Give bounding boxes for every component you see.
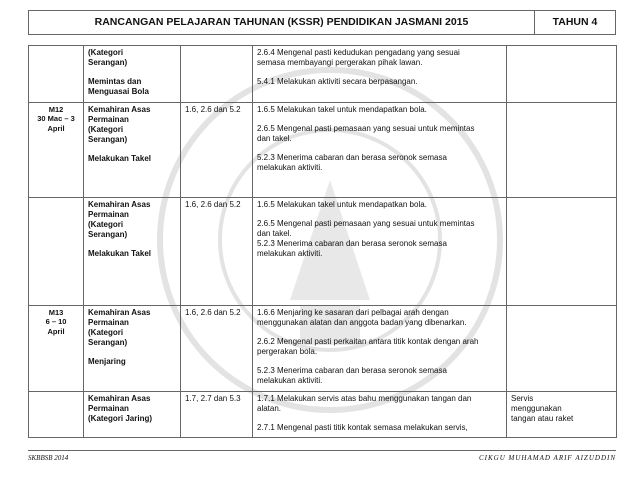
week-cell: M13 6 – 10 April [29, 306, 84, 392]
content-cell: 1.6.6 Menjaring ke sasaran dari pelbagai arah dengan menggunakan alatan dan anggota badan yang dibenarkan. 2.6.2 Mengenal pasti perkaitan antara titik kontak dengan arah pergerakan bola. 5.2.3 Menerima cabaran dan berasa seronok semasa melakukan aktiviti. [253, 306, 507, 392]
notes-cell [507, 46, 617, 103]
topic-cell: Kemahiran Asas Permainan (Kategori Serangan) Menjaring [84, 306, 181, 392]
topic-cell: (Kategori Serangan) Memintas dan Menguasai Bola [84, 46, 181, 103]
notes-cell [507, 103, 617, 198]
standard-cell: 1.6, 2.6 dan 5.2 [181, 198, 253, 306]
content-cell: 2.6.4 Mengenal pasti kedudukan pengadang yang sesuai semasa membayangi pergerakan pihak lawan. 5.4.1 Melakukan aktiviti secara berpasangan. [253, 46, 507, 103]
standard-cell: 1.7, 2.7 dan 5.3 [181, 392, 253, 438]
notes-cell [507, 306, 617, 392]
week-cell [29, 392, 84, 438]
footer-author: CIKGU MUHAMAD ARIF AIZUDDIN [479, 454, 616, 462]
notes-cell [507, 198, 617, 306]
year-label: TAHUN 4 [552, 16, 598, 28]
standard-cell: 1.6, 2.6 dan 5.2 [181, 306, 253, 392]
standard-cell [181, 46, 253, 103]
week-cell: M12 30 Mac – 3 April [29, 103, 84, 198]
page-footer [28, 450, 616, 462]
notes-cell: Servis menggunakan tangan atau raket [507, 392, 617, 438]
topic-cell: Kemahiran Asas Permainan (Kategori Jaring) [84, 392, 181, 438]
lesson-plan-table [28, 45, 617, 438]
content-cell: 1.7.1 Melakukan servis atas bahu menggunakan tangan dan alatan. 2.7.1 Mengenal pasti titik kontak semasa melakukan servis, [253, 392, 507, 438]
content-cell: 1.6.5 Melakukan takel untuk mendapatkan bola. 2.6.5 Mengenal pasti pemasaan yang sesuai untuk memintas dan takel. 5.2.3 Menerima cabaran dan berasa seronok semasa melakukan aktiviti. [253, 103, 507, 198]
topic-cell: Kemahiran Asas Permainan (Kategori Serangan) Melakukan Takel [84, 103, 181, 198]
table-row [29, 306, 617, 392]
week-cell [29, 198, 84, 306]
document-title: RANCANGAN PELAJARAN TAHUNAN (KSSR) PENDIDIKAN JASMANI 2015 [29, 11, 535, 34]
standard-cell: 1.6, 2.6 dan 5.2 [181, 103, 253, 198]
week-cell [29, 46, 84, 103]
page-header [28, 10, 616, 35]
table-row [29, 198, 617, 306]
table-row [29, 46, 617, 103]
content-cell: 1.6.5 Melakukan takel untuk mendapatkan bola. 2.6.5 Mengenal pasti pemasaan yang sesuai untuk memintas dan takel. 5.2.3 Menerima cabaran dan berasa seronok semasa melakukan aktiviti. [253, 198, 507, 306]
topic-cell: Kemahiran Asas Permainan (Kategori Serangan) Melakukan Takel [84, 198, 181, 306]
table-row [29, 103, 617, 198]
footer-school: SKBBSB 2014 [28, 454, 69, 462]
table-row [29, 392, 617, 438]
